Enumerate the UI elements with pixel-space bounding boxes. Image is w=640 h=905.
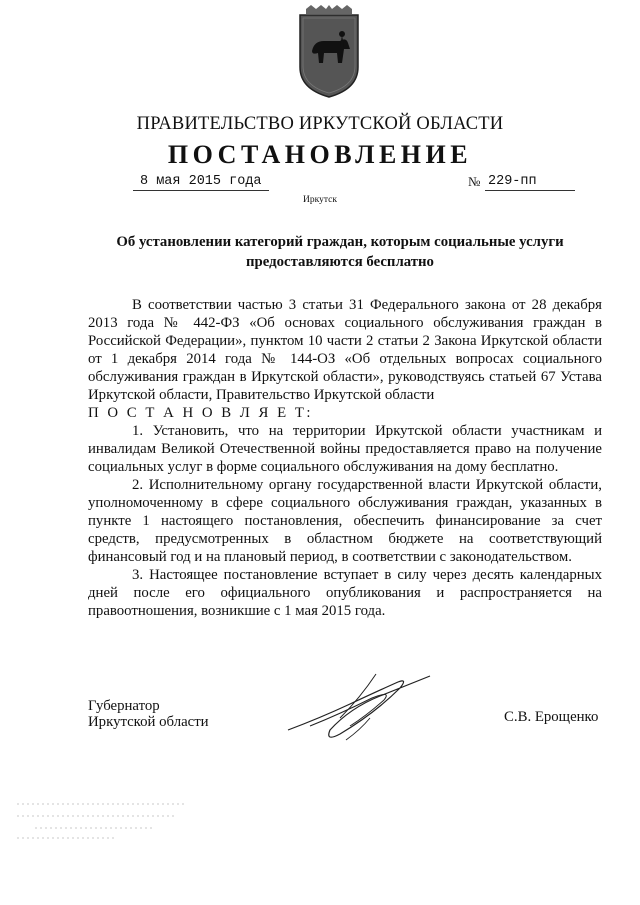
document-body: [88, 296, 602, 620]
signatory-name: С.В. Ерощенко: [504, 709, 599, 725]
signatory-position: [88, 698, 209, 730]
decree-word: П О С Т А Н О В Л Я Е Т:: [88, 405, 313, 421]
number-underline: [485, 190, 575, 191]
position-line-2: Иркутской области: [88, 714, 209, 730]
document-type: ПОСТАНОВЛЕНИЕ: [167, 140, 473, 169]
date-underline: [133, 190, 269, 191]
preamble-paragraph: В соответствии частью 3 статьи 31 Федерального закона от 28 декабря 2013 года № 442-ФЗ «Об основах социального обслуживания граждан в Российской Федерации», пунктом 10 части 2 статьи 2 Закона Иркутской области от 1 декабря 2014 года № 144-ОЗ «Об отдельных вопросах социального обслуживания граждан в Иркутской области», руководствуясь статьей 67 Устава Иркутской области, Правительство Иркутской области: [88, 297, 602, 403]
title-line-1: Об установлении категорий граждан, которым социальные услуги: [116, 234, 564, 250]
city-name: Иркутск: [303, 195, 337, 205]
item-2-paragraph: 2. Исполнительному органу государственной власти Иркутской области, уполномоченному в сфере социального обслуживания граждан, указанных в пункте 1 настоящего постановления, обеспечить финансирование за счет средств, предусмотренных в областном бюджете на соответствующий финансовый год и на плановый период, в соответствии с законодательством.: [88, 477, 602, 565]
item-3-paragraph: 3. Настоящее постановление вступает в силу через десять календарных дней после его официального опубликования и распространяется на правоотношения, возникшие с 1 мая 2015 года.: [88, 567, 602, 619]
position-line-1: Губернатор: [88, 698, 160, 714]
title-line-2: предоставляются бесплатно: [246, 254, 434, 270]
document-number: 229-пп: [488, 174, 537, 189]
handwritten-signature: [280, 668, 440, 748]
coat-of-arms-icon: [294, 5, 364, 100]
document-date: 8 мая 2015 года: [140, 174, 262, 189]
faded-stamp: [15, 800, 190, 840]
number-prefix: №: [468, 174, 481, 189]
item-1-paragraph: 1. Установить, что на территории Иркутской области участникам и инвалидам Великой Отечественной войны предоставляется право на получение социальных услуг в форме социального обслуживания на дому бесплатно.: [88, 423, 602, 475]
government-name: ПРАВИТЕЛЬСТВО ИРКУТСКОЙ ОБЛАСТИ: [136, 114, 504, 134]
document-title: [70, 232, 610, 272]
